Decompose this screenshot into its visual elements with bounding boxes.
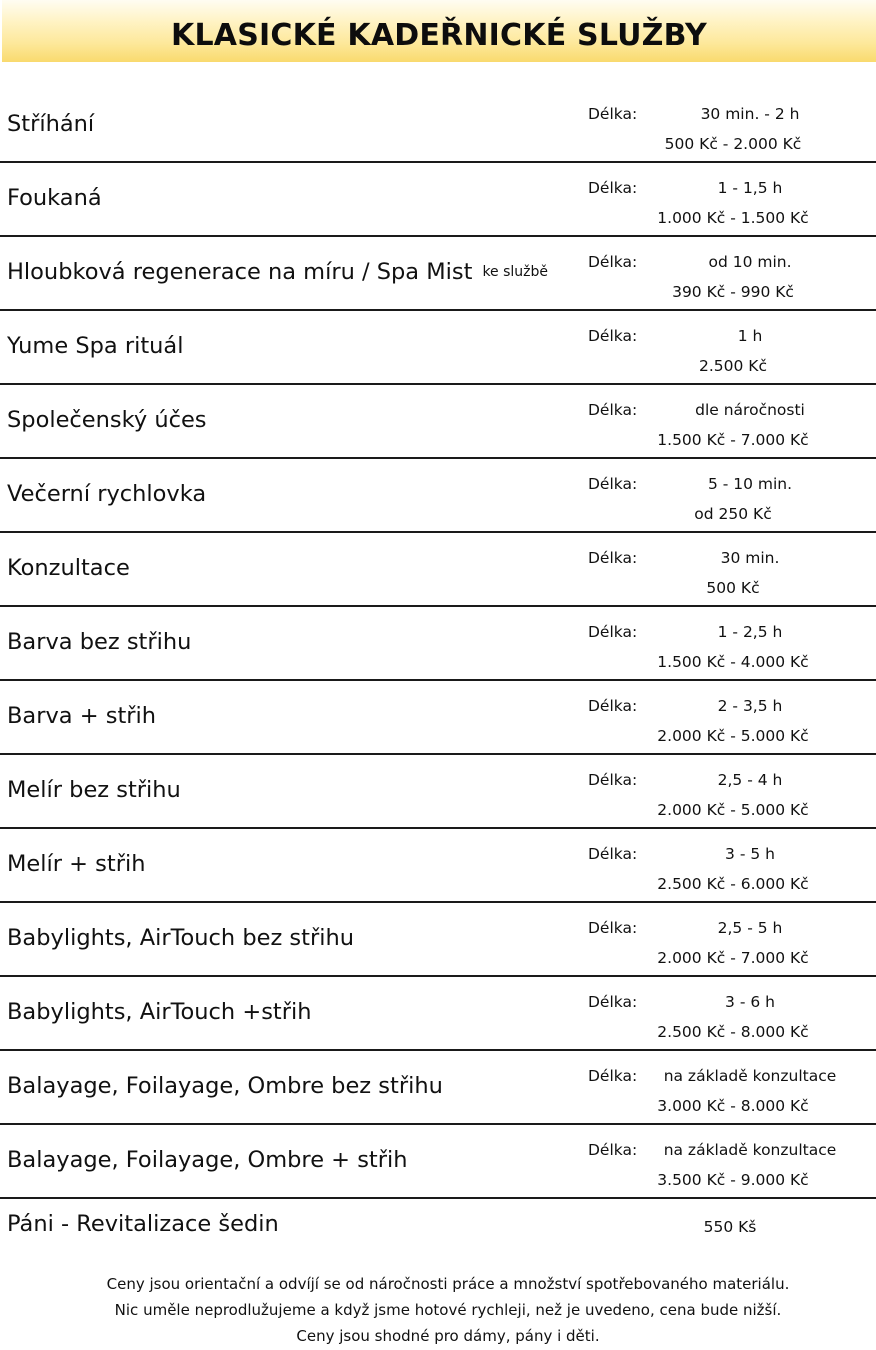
service-name: Foukaná <box>7 185 102 211</box>
service-name: Yume Spa rituál <box>7 333 184 359</box>
service-row <box>0 1051 876 1125</box>
price-value: 2.000 Kč - 7.000 Kč <box>657 949 809 967</box>
service-name: Hloubková regenerace na míru / Spa Mist ke službě <box>7 259 549 285</box>
service-name: Melír bez střihu <box>7 777 181 803</box>
footer-line: Nic uměle neprodlužujeme a když jsme hotové rychleji, než je uvedeno, cena bude nižší. <box>114 1301 782 1319</box>
page-title: KLASICKÉ KADEŘNICKÉ SLUŽBY <box>171 17 707 53</box>
duration-value: na základě konzultace <box>663 1067 837 1085</box>
duration-value: 2,5 - 4 h <box>717 771 783 789</box>
duration-label: Délka: <box>588 919 638 937</box>
service-row <box>0 681 876 755</box>
duration-value: 30 min. <box>720 549 780 567</box>
price-value: 1.000 Kč - 1.500 Kč <box>657 209 809 227</box>
price-value: 500 Kč <box>706 579 760 597</box>
service-name: Barva + střih <box>7 703 157 729</box>
duration-value: 3 - 5 h <box>725 845 775 863</box>
footer-line: Ceny jsou orientační a odvíjí se od náročnosti práce a množství spotřebovaného materiálu. <box>106 1275 790 1293</box>
service-row <box>0 1125 876 1199</box>
title-banner <box>2 0 876 62</box>
service-row <box>0 755 876 829</box>
service-name: Konzultace <box>7 555 130 581</box>
duration-label: Délka: <box>588 253 638 271</box>
duration-label: Délka: <box>588 401 638 419</box>
duration-value: 1 - 2,5 h <box>717 623 783 641</box>
duration-value: 5 - 10 min. <box>707 475 793 493</box>
price-value: 2.500 Kč <box>699 357 767 375</box>
price-value: 2.500 Kč - 8.000 Kč <box>657 1023 809 1041</box>
price-value: 2.000 Kč - 5.000 Kč <box>657 801 809 819</box>
price-value: 2.500 Kč - 6.000 Kč <box>657 875 809 893</box>
service-row <box>0 385 876 459</box>
duration-label: Délka: <box>588 697 638 715</box>
price-value: 1.500 Kč - 4.000 Kč <box>657 653 809 671</box>
service-name: Balayage, Foilayage, Ombre bez střihu <box>7 1073 443 1099</box>
service-row <box>0 237 876 311</box>
duration-label: Délka: <box>588 179 638 197</box>
duration-label: Délka: <box>588 845 638 863</box>
service-name: Barva bez střihu <box>7 629 192 655</box>
duration-value: na základě konzultace <box>663 1141 837 1159</box>
service-row <box>0 903 876 977</box>
service-row <box>0 163 876 237</box>
service-name: Společenský účes <box>7 407 207 433</box>
price-value: 390 Kč - 990 Kč <box>672 283 794 301</box>
service-name: Babylights, AirTouch bez střihu <box>7 925 354 951</box>
duration-value: 2,5 - 5 h <box>717 919 783 937</box>
duration-label: Délka: <box>588 475 638 493</box>
service-name: Páni - Revitalizace šedin <box>7 1211 279 1237</box>
duration-label: Délka: <box>588 1067 638 1085</box>
footer-notes <box>0 1271 876 1349</box>
price-value: 550 Kš <box>703 1218 757 1236</box>
service-row <box>0 977 876 1051</box>
service-row <box>0 607 876 681</box>
duration-value: 2 - 3,5 h <box>717 697 783 715</box>
service-row <box>0 311 876 385</box>
service-name: Melír + střih <box>7 851 146 877</box>
duration-label: Délka: <box>588 993 638 1011</box>
service-row <box>0 829 876 903</box>
duration-value: od 10 min. <box>708 253 792 271</box>
service-name: Večerní rychlovka <box>7 481 207 507</box>
price-value: 2.000 Kč - 5.000 Kč <box>657 727 809 745</box>
footer-line: Ceny jsou shodné pro dámy, pány i děti. <box>296 1327 600 1345</box>
price-value: 500 Kč - 2.000 Kč <box>664 135 802 153</box>
duration-label: Délka: <box>588 105 638 123</box>
duration-value: 1 h <box>737 327 763 345</box>
service-row <box>0 533 876 607</box>
service-name: Balayage, Foilayage, Ombre + střih <box>7 1147 408 1173</box>
duration-value: 3 - 6 h <box>725 993 775 1011</box>
service-row <box>0 89 876 163</box>
duration-label: Délka: <box>588 771 638 789</box>
duration-value: 1 - 1,5 h <box>717 179 783 197</box>
duration-value: 30 min. - 2 h <box>700 105 800 123</box>
price-value: 3.500 Kč - 9.000 Kč <box>657 1171 809 1189</box>
services-list <box>0 89 876 1271</box>
duration-value: dle náročnosti <box>695 401 805 419</box>
price-value: od 250 Kč <box>694 505 772 523</box>
service-note: ke službě <box>482 264 549 280</box>
service-row <box>0 459 876 533</box>
service-row <box>0 1199 876 1271</box>
duration-label: Délka: <box>588 623 638 641</box>
price-value: 3.000 Kč - 8.000 Kč <box>657 1097 809 1115</box>
service-name: Babylights, AirTouch +střih <box>7 999 312 1025</box>
duration-label: Délka: <box>588 1141 638 1159</box>
price-value: 1.500 Kč - 7.000 Kč <box>657 431 809 449</box>
duration-label: Délka: <box>588 549 638 567</box>
service-name: Stříhání <box>7 111 95 137</box>
duration-label: Délka: <box>588 327 638 345</box>
